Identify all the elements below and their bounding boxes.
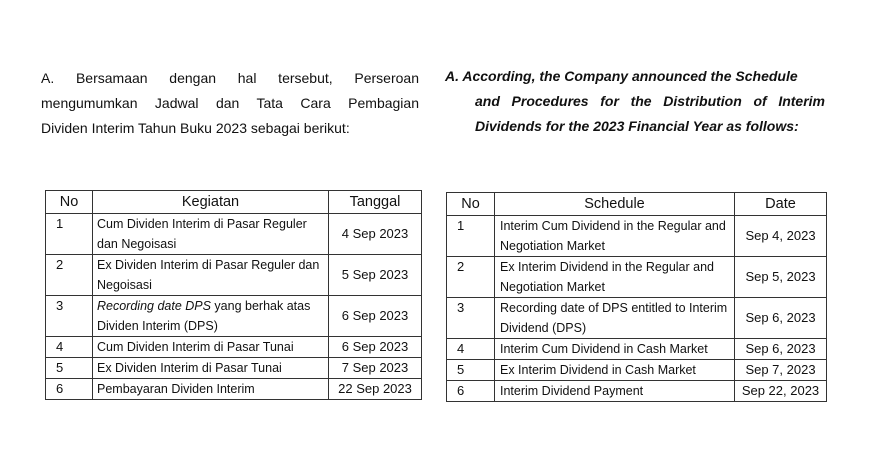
row-schedule: Interim Dividend Payment	[495, 381, 735, 402]
table-row	[46, 379, 422, 400]
table-row	[46, 255, 422, 296]
row-schedule: Recording date of DPS entitled to Interim Dividend (DPS)	[495, 298, 735, 339]
table-row	[447, 298, 827, 339]
row-no: 4	[447, 339, 495, 360]
row-activity: Cum Dividen Interim di Pasar Reguler dan Negoisasi	[93, 214, 329, 255]
row-date: Sep 5, 2023	[735, 257, 827, 298]
row-date: 4 Sep 2023	[329, 214, 422, 255]
row-no: 1	[447, 216, 495, 257]
table-row	[46, 337, 422, 358]
row-schedule: Ex Interim Dividend in Cash Market	[495, 360, 735, 381]
row-activity: Cum Dividen Interim di Pasar Tunai	[93, 337, 329, 358]
row-date: 6 Sep 2023	[329, 296, 422, 337]
row-date: 7 Sep 2023	[329, 358, 422, 379]
row-date: Sep 7, 2023	[735, 360, 827, 381]
row-date: Sep 22, 2023	[735, 381, 827, 402]
row-no: 6	[447, 381, 495, 402]
row-schedule: Interim Cum Dividend in Cash Market	[495, 339, 735, 360]
intro-line: Dividends for the 2023 Financial Year as follows:	[475, 118, 799, 134]
table-row	[447, 339, 827, 360]
table-row	[46, 296, 422, 337]
row-date: Sep 6, 2023	[735, 298, 827, 339]
header-no: No	[46, 191, 93, 214]
intro-line: A. Bersamaan dengan hal tersebut, Perseroan	[41, 70, 419, 86]
schedule-table-indonesian	[45, 190, 422, 400]
intro-line: A. According, the Company announced the Schedule	[445, 68, 798, 84]
row-date: 22 Sep 2023	[329, 379, 422, 400]
table-row	[447, 360, 827, 381]
header-activity: Kegiatan	[93, 191, 329, 214]
intro-english	[445, 64, 825, 139]
table-row	[447, 216, 827, 257]
intro-indonesian	[41, 66, 419, 141]
table-header-row	[46, 191, 422, 214]
intro-line: and Procedures for the Distribution of Interim	[475, 93, 825, 109]
row-date: 6 Sep 2023	[329, 337, 422, 358]
row-activity-rest: yang berhak atas Dividen Interim (DPS)	[97, 299, 311, 333]
row-no: 3	[447, 298, 495, 339]
row-schedule: Interim Cum Dividend in the Regular and Negotiation Market	[495, 216, 735, 257]
row-no: 1	[46, 214, 93, 255]
table-row	[46, 214, 422, 255]
schedule-table-english	[446, 192, 827, 402]
intro-line: mengumumkan Jadwal dan Tata Cara Pembagian	[41, 95, 419, 111]
header-schedule: Schedule	[495, 193, 735, 216]
row-no: 5	[447, 360, 495, 381]
row-no: 4	[46, 337, 93, 358]
intro-line: Dividen Interim Tahun Buku 2023 sebagai berikut:	[41, 120, 350, 136]
table-row	[447, 257, 827, 298]
row-schedule: Ex Interim Dividend in the Regular and Negotiation Market	[495, 257, 735, 298]
header-no: No	[447, 193, 495, 216]
row-activity: Pembayaran Dividen Interim	[93, 379, 329, 400]
row-date: Sep 6, 2023	[735, 339, 827, 360]
row-activity: Ex Dividen Interim di Pasar Reguler dan Negoisasi	[93, 255, 329, 296]
row-no: 5	[46, 358, 93, 379]
header-date: Tanggal	[329, 191, 422, 214]
table-row	[447, 381, 827, 402]
row-activity: Ex Dividen Interim di Pasar Tunai	[93, 358, 329, 379]
table-row	[46, 358, 422, 379]
row-activity	[93, 296, 329, 337]
row-no: 2	[46, 255, 93, 296]
row-no: 3	[46, 296, 93, 337]
row-no: 6	[46, 379, 93, 400]
row-date: 5 Sep 2023	[329, 255, 422, 296]
row-no: 2	[447, 257, 495, 298]
table-header-row	[447, 193, 827, 216]
row-date: Sep 4, 2023	[735, 216, 827, 257]
row-activity-italic: Recording date DPS	[97, 299, 211, 313]
header-date: Date	[735, 193, 827, 216]
